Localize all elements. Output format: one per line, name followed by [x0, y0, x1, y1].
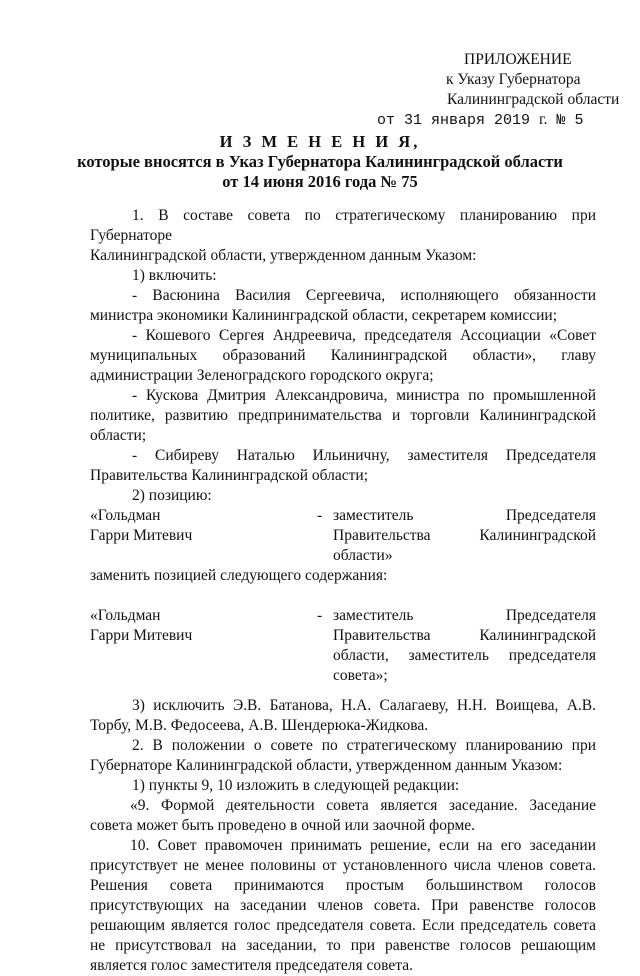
item1-intro-line1: 1. В составе совета по стратегическому планированию при Губернаторе: [90, 207, 596, 244]
appendix-date: [377, 110, 584, 131]
item1-sub1: 1) включить:: [132, 267, 217, 284]
item2-clause10: 10. Совет правомочен принимать решение, если на его заседании присутствует не менее половины от установленного числа членов совета. Решения совета принимаются простым большинством голосов присутствующих на заседании членов совета. При равенстве голосов решающим является голос председателя совета. Если председатель совета не присутствовал на заседании, то при равенстве голосов решающим является голос заместителя председателя совета.: [90, 837, 596, 974]
item1-sub1-entry-vasyunin: - Васюнина Василия Сергеевича, исполняющего обязанности министра экономики Калининградской области, секретарем комиссии;: [90, 287, 596, 324]
old-position: [90, 506, 596, 564]
appendix-label: ПРИЛОЖЕНИЕ: [464, 51, 572, 68]
appendix-date-prefix: от 31 января 2019: [377, 112, 531, 129]
item1-sub2: 2) позицию:: [132, 487, 212, 504]
title-subheading: которые вносятся в Указ Губернатора Калининградской области: [77, 152, 563, 171]
title-decree-date: от 14 июня 2016 года № 75: [222, 172, 418, 191]
item1-sub1-entry-kuskov: - Кускова Дмитрия Александровича, министра по промышленной политике, развитию предпринимательства и торговли Калининградской области;: [90, 387, 596, 444]
new-position-dash: -: [317, 607, 323, 624]
document-body: [90, 206, 596, 976]
appendix-region: Калининградской области: [447, 91, 620, 108]
title-heading: И З М Е Н Е Н И Я,: [219, 132, 421, 151]
old-position-dash: -: [317, 507, 323, 524]
new-position: [90, 606, 596, 684]
document-title: [0, 132, 640, 192]
appendix-date-year-suffix: г.: [539, 111, 548, 128]
item2-intro: 2. В положении о совете по стратегическому планированию при Губернаторе Калининградской области, утвержденном данным Указом:: [90, 737, 596, 774]
appendix-to-decree: к Указу Губернатора: [446, 71, 581, 88]
new-position-description: заместитель Председателя Правительства Калининградской области, заместитель председателя совета»;: [333, 607, 596, 684]
replace-statement: заменить позицией следующего содержания:: [90, 567, 388, 584]
item2-clause9: «9. Формой деятельности совета является заседание. Заседание совета может быть проведено в очной или заочной форме.: [90, 797, 596, 834]
new-position-name: «Гольдман Гарри Митевич: [90, 607, 193, 644]
item1-sub1-entry-koshevoy: - Кошевого Сергея Андреевича, председателя Ассоциации «Совет муниципальных образований Калининградской области», главу администрации Зеленоградского городского округа;: [90, 327, 596, 384]
item1-intro-line2: Калининградской области, утвержденном данным Указом:: [90, 247, 477, 264]
item2-sub1: 1) пункты 9, 10 изложить в следующей редакции:: [132, 777, 460, 794]
old-position-description: заместитель Председателя Правительства Калининградской области»: [333, 507, 596, 564]
old-position-name: «Гольдман Гарри Митевич: [90, 507, 193, 544]
appendix-date-number: № 5: [547, 112, 584, 129]
item1-sub3: 3) исключить Э.В. Батанова, Н.А. Салагаеву, Н.Н. Воищева, А.В. Торбу, М.В. Федосеева, А.В. Шендерюка-Жидкова.: [90, 697, 596, 734]
item1-sub1-entry-sibireva: - Сибиреву Наталью Ильиничну, заместителя Председателя Правительства Калининградской области;: [90, 447, 596, 484]
